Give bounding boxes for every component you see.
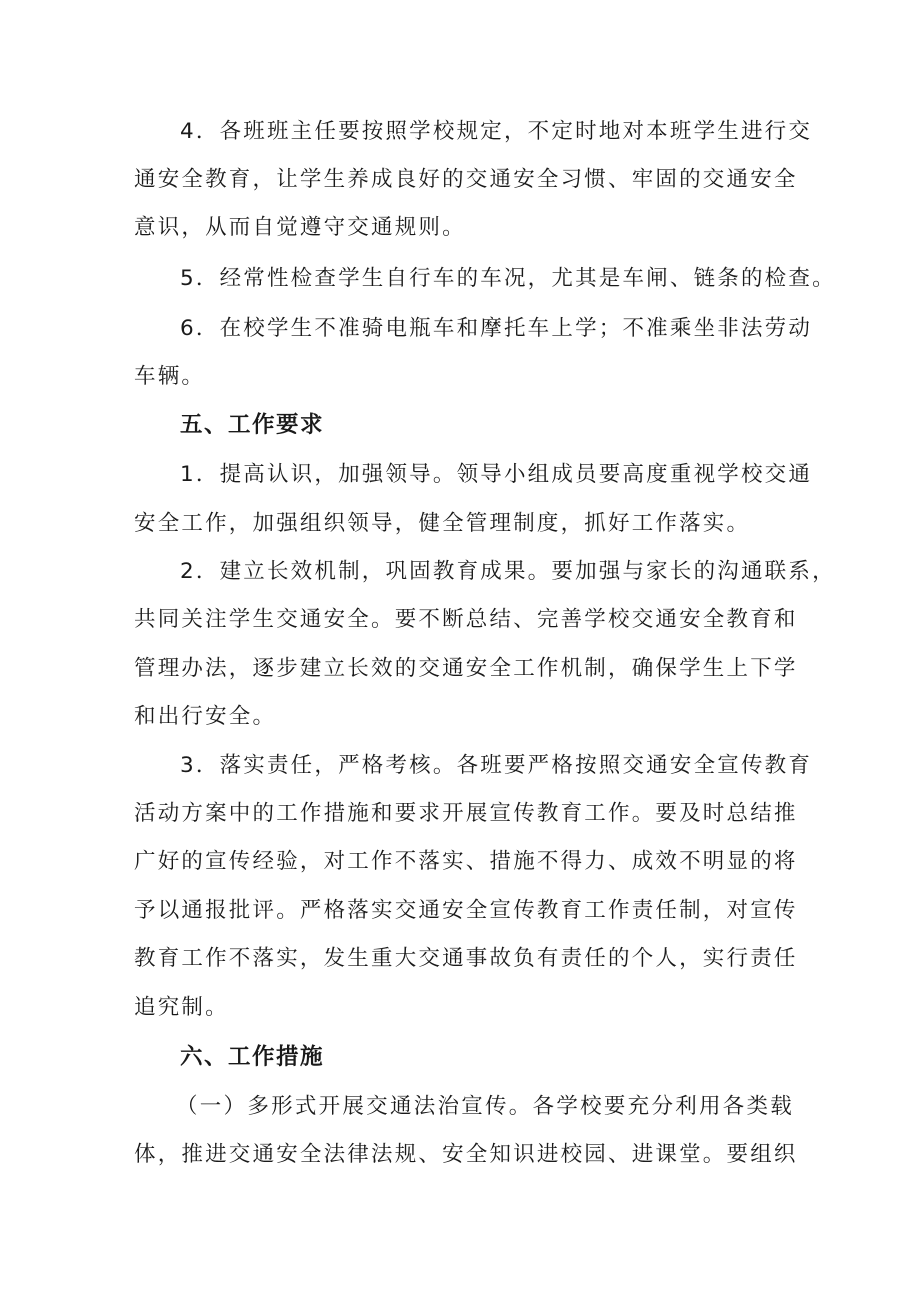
paragraph-line: 车辆。 <box>134 364 206 389</box>
section-heading: 六、工作措施 <box>180 1044 325 1070</box>
paragraph-line: 5．经常性检查学生自行车的车况，尤其是车闸、链条的检查。 <box>180 266 836 291</box>
paragraph-line: （一）多形式开展交通法治宣传。各学校要充分利用各类载 <box>176 1094 794 1119</box>
section-heading: 五、工作要求 <box>180 412 325 438</box>
paragraph-line: 3．落实责任，严格考核。各班要严格按照交通安全宣传教育 <box>180 753 813 778</box>
paragraph-line: 2．建立长效机制，巩固教育成果。要加强与家长的沟通联系， <box>180 559 836 584</box>
paragraph-line: 管理办法，逐步建立长效的交通安全工作机制，确保学生上下学 <box>134 656 798 681</box>
paragraph-line: 和出行安全。 <box>134 704 277 729</box>
paragraph-line: 6．在校学生不准骑电瓶车和摩托车上学；不准乘坐非法劳动 <box>180 316 813 341</box>
paragraph-line: 活动方案中的工作措施和要求开展宣传教育工作。要及时总结推 <box>134 801 798 826</box>
paragraph-line: 教育工作不落实，发生重大交通事故负有责任的个人，实行责任 <box>134 946 798 971</box>
paragraph-line: 通安全教育，让学生养成良好的交通安全习惯、牢固的交通安全 <box>134 167 798 192</box>
paragraph-line: 体，推进交通安全法律法规、安全知识进校园、进课堂。要组织 <box>134 1142 798 1167</box>
paragraph-line: 追究制。 <box>134 995 229 1020</box>
paragraph-line: 1．提高认识，加强领导。领导小组成员要高度重视学校交通 <box>180 462 813 487</box>
paragraph-line: 共同关注学生交通安全。要不断总结、完善学校交通安全教育和 <box>134 607 798 632</box>
paragraph-line: 广好的宣传经验，对工作不落实、措施不得力、成效不明显的将 <box>134 849 798 874</box>
paragraph-line: 意识，从而自觉遵守交通规则。 <box>134 215 466 240</box>
paragraph-line: 予以通报批评。严格落实交通安全宣传教育工作责任制，对宣传 <box>134 898 798 923</box>
paragraph-line: 4．各班班主任要按照学校规定，不定时地对本班学生进行交 <box>180 119 813 144</box>
paragraph-line: 安全工作，加强组织领导，健全管理制度，抓好工作落实。 <box>134 511 751 536</box>
